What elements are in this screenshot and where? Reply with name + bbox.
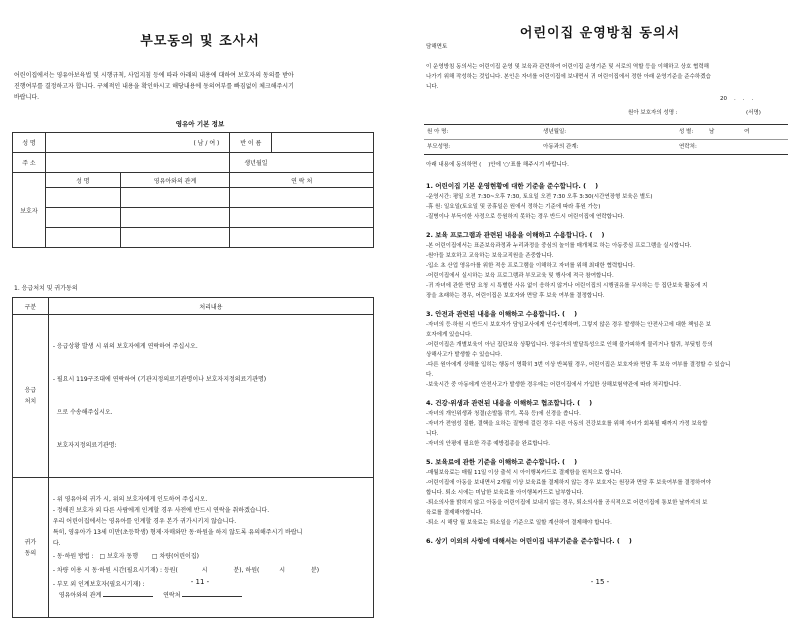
col-name-header: 성 명 — [45, 173, 120, 188]
gender-row: 성 별: 남 여 — [679, 129, 750, 135]
infant-info-table — [12, 132, 374, 248]
guardian-name-2[interactable] — [45, 208, 120, 228]
gender-field[interactable]: ( 남 / 여 ) — [45, 133, 229, 153]
left-page — [0, 0, 400, 600]
guardian-relation-3[interactable] — [120, 228, 230, 248]
date: 20 . . . — [720, 96, 754, 102]
pickup-label: 귀가 동의 — [13, 478, 49, 618]
child-name-label: 원 아 명: — [427, 129, 449, 135]
intro-text: 어린이집에서는 영유아보육법 및 시행규칙, 사업지침 등에 따라 아래의 내용에 대하여 보호자의 동의를 받아 진행여부를 결정하고자 합니다. 구체적인 내용을 확인하시고 해당내용에 동의여부를 빠짐없이 체크해주시기 바랍니다. — [14, 72, 294, 101]
emergency-content: - 응급상황 발생 시 위의 보호자에게 연락하여 주십시오. - 필요시 119구조대에 연락하여 (기관지정의료기관명이나 보호자지정의료기관명) 으로 수송해주십시오. 보호자지정의료기관명: — [48, 315, 373, 478]
gender-male[interactable]: 남 — [708, 129, 715, 135]
guardian-label: 보호자 — [13, 173, 46, 248]
section-3: 3. 안전과 관련된 내용을 이해하고 수용합니다. ( ) -자녀의 등·하원 시 반드시 보호자가 담임교사에게 인수인계하며, 그렇지 않은 경우 발생하는 안전사고에 대한 책임은 보 호자에게 있습니다. -어린이집은 개별보육이 아닌 집단보육 상황입니다. 영유아의 발달특성으로 인해 불가피하게 물리거나 할퀴, 부딪힘 등의 상해사고가 발생할 수 있습니다. -다른 원아에게 상해를 입히는 행동이 명확히 3번 이상 반복될 경우, 어린이집은 보호자와 면담 후 보육 여부를 결정할 수 있습니 다. -보육시간 중 아동에게 안전사고가 발생한 경우에는 어린이집에서 가입한 상해보험약관에 따라 처리합니다. — [426, 310, 731, 388]
section-2: 2. 보육 프로그램과 관련된 내용을 이해하고 수용합니다. ( ) -본 어린이집에서는 표준보육과정과 누리과정을 중심의 놀이를 매개체로 하는 아동중심 프로그램을 실시합니다. -원아들 보호하고 교육하는 보육교직원을 존중합니다. -입소 초 산업 영유아를 위한 적응 프로그램을 이해하고 자녀를 위해 최대한 협력합니다. -어린이집에서 실시하는 보육 프로그램과 부모교육 및 행사에 적극 참여합니다. -귀 자녀에 관한 면담 요청 시 특별한 사유 없이 응하지 않거나 어린이집의 시행권유를 무시하는 등 집단보육 활동에 지 장을 초래하는 경우, 어린이집은 보호자와 면담 후 보육 여부를 결정합니다. — [426, 231, 708, 299]
section1-title: 1. 응급처치 및 귀가동의 — [14, 285, 78, 292]
right-page — [400, 0, 800, 600]
section-5: 5. 보육료에 관한 기준을 이해하고 준수합니다. ( ) -매월보육료는 매월 11일 이상 출석 시 아이행복카드로 결제함을 원칙으로 합니다. -어린이집에 아동을 보내면서 2개월 이상 보육료를 결제하지 않는 경우 보호자는 원장과 면담 후 보육여부를 결정하여야 합니다. 퇴소 시에는 미납한 보육료를 아이행복카드로 납부합니다. -퇴소의사를 밝히지 않고 아동을 어린이집에 보내지 않는 경우, 퇴소의사를 공식적으로 어린이집에 통보한 날까지의 보 육료를 결제해야합니다. -퇴소 시 해당 월 보육료는 퇴소일을 기준으로 일할 계산하여 결제해야 합니다. — [426, 458, 711, 526]
gender-female[interactable]: 여 — [744, 129, 750, 135]
birthday-label: 생년월일 — [230, 153, 374, 173]
pickup-content: - 위 영유아의 귀가 시, 위의 보호자에게 인도하여 주십시오. - 정해진 보호자 외 다른 사람에게 인계할 경우 사전에 반드시 연락을 취하겠습니다. 우리 어린이집에서는 영유아를 인계할 경우 본가 귀가시키지 않습니다. 특히, 영유아가 13세 미만(초등학생) 형제·자매와만 동·하원을 하지 않도록 유의해주시기 바랍니 다. - 동·하원 방법 : □ 보호자 동행 □ 차량(어린이집) - 차량 이용 시 동·하원 시간(필요시기재) : 등원( 시 분), 하원( 시 분) - 부모 외 인계보호자(필요시기재) : 영유아와의 관계 연락처 — [48, 478, 373, 618]
guardian-contact-3[interactable] — [230, 228, 374, 248]
intro-text: 이 운영방침 동의서는 어린이집 운영 및 보육과 관련하여 어린이집 운영기준 및 서로의 역할 등을 이해하고 상호 협력해 나가기 위해 작성하는 것입니다. 본인은 자녀를 어린이집에 보내면서 귀 어린이집에서 정한 아래 운영기준을 준수하겠습 니다. — [426, 64, 711, 90]
instruction: 아래 내용에 동의하면 ( )안에 '○'표를 해주시기 바랍니다. — [426, 162, 569, 168]
guardian-contact-1[interactable] — [230, 188, 374, 208]
page-number: - 11 - — [190, 578, 210, 586]
guardian-contact-2[interactable] — [230, 208, 374, 228]
bus-time-row: - 차량 이용 시 동·하원 시간(필요시기재) : 등원( 시 분), 하원( 시 분) — [52, 567, 320, 574]
class-label: 반 이 름 — [230, 133, 272, 153]
guardian-relation-1[interactable] — [120, 188, 230, 208]
section-4: 4. 건강·위생과 관련된 내용을 이해하고 협조합니다. ( ) -자녀의 개인위생과 청결(손발톱 깎기, 목욕 등)에 신경을 씁니다. -자녀가 전염성 질환, 결핵을 요하는 질병에 걸린 경우 다른 아동의 건강보호를 위해 자녀가 회복될 때까지 가정 보육합 니다. -자녀의 안평에 필요한 각종 예방접종을 완료합니다. — [426, 399, 708, 447]
infant-info-title: 영유아 기본 정보 — [175, 120, 225, 128]
method-guardian-checkbox[interactable]: □ 보호자 동행 — [99, 553, 138, 560]
col-type-header: 구분 — [13, 298, 49, 315]
section-6: 6. 상기 이외의 사항에 대해서는 어린이집 내부기준을 준수합니다. ( ) — [426, 537, 632, 545]
sign-mark[interactable]: (서명) — [746, 110, 761, 116]
contact-label: 연락처: — [679, 144, 697, 150]
guardian-relation-2[interactable] — [120, 208, 230, 228]
proxy-row: 영유아와의 관계 연락처 — [53, 590, 369, 601]
guardian-sign-label: 원아 보호자의 성명 : — [628, 110, 678, 116]
proxy-label: - 부모 외 인계보호자(필요시기재) : — [52, 581, 145, 588]
method-bus-checkbox[interactable]: □ 차량(어린이집) — [151, 553, 199, 560]
col-contact-header: 연 락 처 — [230, 173, 374, 188]
proxy-contact-field[interactable] — [182, 590, 242, 597]
guardian-name-1[interactable] — [45, 188, 120, 208]
recipient: 담해면토 — [426, 44, 448, 50]
emergency-label: 응급 처치 — [13, 315, 49, 478]
pickup-method-row: - 동·하원 방법 : □ 보호자 동행 □ 차량(어린이집) — [52, 553, 199, 560]
parent-name-label: 부모성명: — [427, 144, 451, 150]
class-field[interactable] — [272, 133, 374, 153]
page-title: 부모동의 및 조사서 — [140, 34, 260, 49]
address-label: 주 소 — [13, 153, 46, 173]
page-title: 어린이집 운영방침 동의서 — [519, 26, 681, 41]
child-info-table — [424, 124, 788, 155]
name-label: 성 명 — [13, 133, 46, 153]
address-field[interactable] — [45, 153, 229, 173]
col-relation-header: 영유아와의 관계 — [120, 173, 230, 188]
section-1: 1. 어린이집 기본 운영현황에 대한 기준을 준수합니다. ( ) -운영시간: 평일 오전 7:30~오후 7:30, 토요일 오전 7:30 오후 3:30(시간연장형 보육은 별도) -휴 원: 일요일(토요일 및 공휴일은 원에서 정하는 기준에 따라 휴원 가능) -질병이나 부득이한 사정으로 등원하지 못하는 경우 반드시 어린이집에 연락합니다. — [426, 182, 653, 220]
proxy-relation-field[interactable] — [103, 590, 153, 597]
col-content-header: 처리내용 — [48, 298, 373, 315]
page-number: - 15 - — [590, 578, 610, 586]
relation-label: 아동과의 관계: — [543, 144, 579, 150]
guardian-name-3[interactable] — [45, 228, 120, 248]
birth-label: 생년월일: — [543, 129, 567, 135]
policy-sections — [426, 180, 786, 547]
consent-table — [12, 297, 374, 618]
